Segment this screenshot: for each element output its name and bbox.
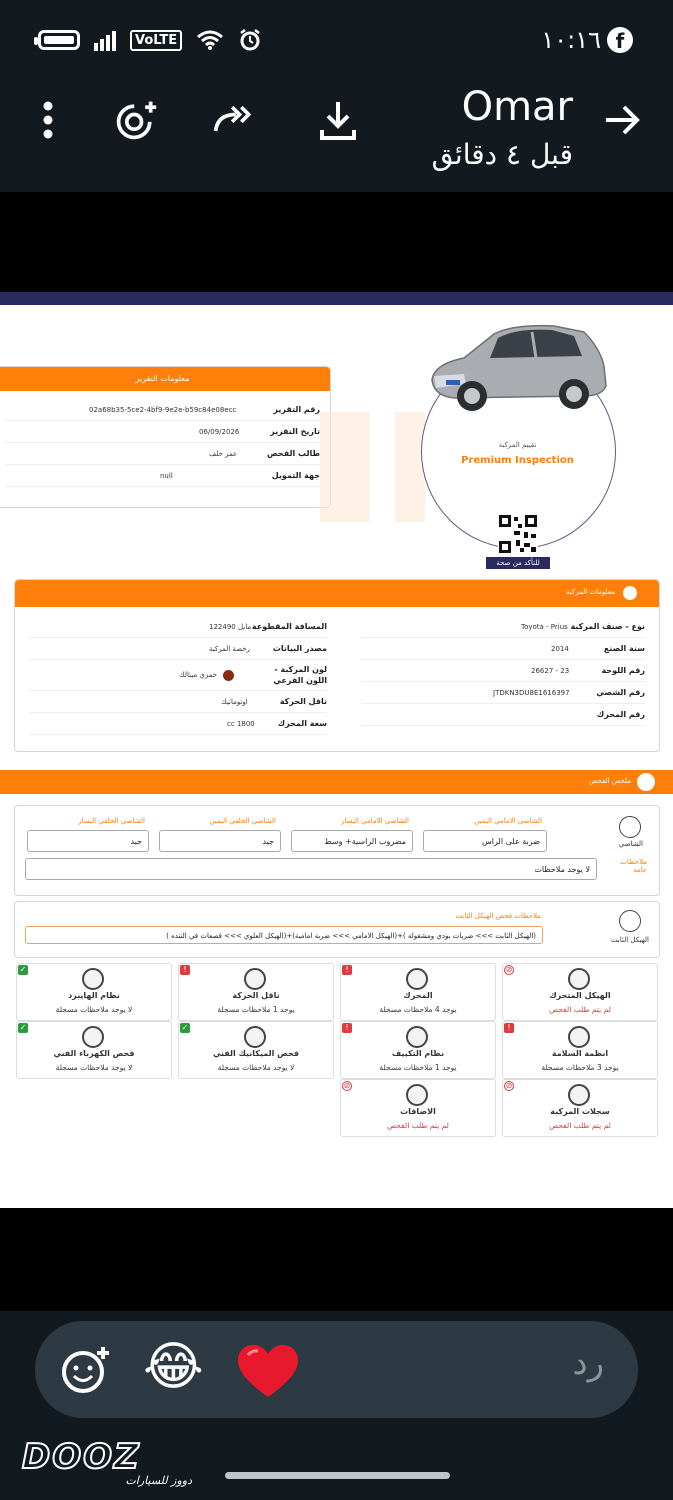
tile-transmission: ! ناقل الحركة يوجد 1 ملاحظات مسجلة: [178, 963, 334, 1021]
info-row: رخصة المركبة مصدر البيانات: [29, 638, 327, 660]
heart-emoji-reaction[interactable]: [236, 1343, 300, 1401]
sent-time: قبل ٤ دقائق: [431, 138, 573, 171]
status-icons: [38, 28, 262, 52]
info-row: Toyota - Prius نوع - صنف المركبة: [361, 616, 645, 638]
tile-vehicle-records: ⊘ سجلات المركبة لم يتم طلب الفحص: [502, 1079, 658, 1137]
report-info-title: معلومات التقرير: [0, 367, 330, 391]
tile-additions: ⊘ الاضافات لم يتم طلب الفحص: [340, 1079, 496, 1137]
rating-value: Premium Inspection: [461, 455, 574, 466]
tile-ac: ! نظام التكييف يوجد 1 ملاحظات مسجلة: [340, 1021, 496, 1079]
vehicle-info-right: [361, 616, 645, 726]
add-status-icon[interactable]: [114, 98, 158, 142]
wifi-icon: [196, 29, 224, 51]
info-row: 122490 مايل المسافة المقطوعة: [29, 616, 327, 638]
laugh-emoji-reaction[interactable]: 😂: [143, 1337, 204, 1397]
tile-icon: [82, 968, 104, 990]
color-swatch: [223, 670, 234, 681]
sender-name: Omar: [461, 84, 573, 130]
more-options-icon[interactable]: [26, 98, 70, 142]
letterbox-bottom: [0, 1208, 673, 1311]
report-row: 06/09/2026 تاريخ التقرير: [5, 421, 320, 443]
dooz-logo: [22, 1437, 192, 1490]
tile-icon: [244, 968, 266, 990]
chassis-col-label: الشاصي الخلفي اليمين: [209, 817, 276, 825]
vehicle-info-header: معلومات المركبة: [15, 580, 659, 607]
signal-icon: [94, 29, 116, 51]
alarm-icon: [238, 28, 262, 52]
chassis-col-label: الشاصي الامامي اليمين: [474, 817, 542, 825]
forward-icon[interactable]: [212, 98, 256, 142]
chassis-card: [14, 805, 660, 896]
verify-report-link[interactable]: للتأكد من صحة التقرير: [486, 557, 550, 569]
fixed-body-card: [14, 901, 660, 958]
fixed-body-notes-label: ملاحظات فحص الهيكل الثابت: [455, 912, 541, 920]
report-row: عمر خلف طالب الفحص: [5, 443, 320, 465]
car-body-icon: [619, 910, 641, 932]
chassis-front-right-field: ضربة على الراس: [423, 830, 547, 852]
chassis-col-label: الشاصي الخلفي اليسار: [78, 817, 145, 825]
chassis-icon: [619, 816, 641, 838]
rating-label: تقييم المركبة: [498, 441, 537, 449]
car-info-icon: [623, 586, 637, 600]
reply-bar[interactable]: [35, 1321, 638, 1418]
warning-icon: !: [504, 1023, 514, 1033]
tile-mechanical: ✓ فحص الميكانيك الفني لا يوجد ملاحظات مسجلة: [178, 1021, 334, 1079]
letterbox-top: [0, 192, 673, 292]
report-row: null جهة التمويل: [5, 465, 320, 487]
info-row: JTDKN3DU8E1616397 رقم الشصي: [361, 682, 645, 704]
info-row: cc 1800 سعة المحرك: [29, 713, 327, 735]
report-info-card: [0, 366, 331, 508]
info-row: اوتوماتيك ناقل الحركة: [29, 691, 327, 713]
tile-moving-body: ⊘ الهيكل المتحرك لم يتم طلب الفحص: [502, 963, 658, 1021]
chassis-rear-left-field: جيد: [27, 830, 149, 852]
fixed-body-label: الهيكل الثابت: [611, 936, 649, 944]
vehicle-info-left: [29, 616, 327, 735]
info-row: خمري ميتالك لون المركبة - اللون الفرعي: [29, 660, 327, 691]
inspection-report-image: [0, 292, 673, 1208]
chassis-front-left-field: مضروب الراسية+ وسط: [291, 830, 413, 852]
summary-header: ملخص الفحص: [0, 770, 673, 794]
tile-icon: [568, 1084, 590, 1106]
dooz-logo-text: DOOZ: [22, 1437, 141, 1477]
general-notes-field: لا يوجد ملاحظات: [25, 858, 597, 880]
tile-icon: [244, 1026, 266, 1048]
tile-icon: [568, 968, 590, 990]
header-band: [0, 292, 673, 305]
qr-code-icon: [498, 514, 538, 554]
fixed-body-notes-field: (الهيكل الثابت >>> ضربات بودي ومشغولة )+(الهيكل الامامي >>> ضربة امامية)+(الهيكل العلوي >>> قصعات في التنده ): [25, 926, 543, 944]
home-indicator[interactable]: [225, 1472, 450, 1479]
report-row: 02a68b35-5ce2-4bf9-9e2e-b59c84e08ecc رقم التقرير: [5, 399, 320, 421]
facebook-icon: f: [607, 27, 633, 53]
decorative-shape: [320, 412, 370, 522]
check-icon: ✓: [19, 965, 27, 974]
tile-icon: [406, 1084, 428, 1106]
download-icon[interactable]: [316, 98, 360, 142]
volte-icon: VoLTE: [130, 30, 182, 51]
decorative-shape: [395, 412, 425, 522]
car-image: [424, 318, 610, 414]
battery-icon: [38, 30, 80, 50]
status-time-group: [541, 26, 633, 54]
vehicle-info-card: [14, 579, 660, 752]
info-row: 2014 سنة الصنع: [361, 638, 645, 660]
add-reaction-icon[interactable]: [61, 1345, 111, 1395]
tile-icon: [568, 1026, 590, 1048]
status-bar: [0, 0, 673, 80]
tile-safety: ! انظمة السلامة يوجد 3 ملاحظات مسجلة: [502, 1021, 658, 1079]
warning-icon: !: [342, 965, 352, 975]
story-header: [0, 80, 673, 192]
tile-engine: ! المحرك يوجد 4 ملاحظات مسجلة: [340, 963, 496, 1021]
tile-electrical: ✓ فحص الكهرباء الفني لا يوجد ملاحظات مسجلة: [16, 1021, 172, 1079]
check-icon: ✓: [181, 1023, 189, 1032]
clipboard-icon: [637, 773, 655, 791]
back-arrow-icon[interactable]: [600, 98, 644, 142]
reply-input[interactable]: رد: [572, 1343, 604, 1383]
not-requested-icon: ⊘: [343, 1081, 351, 1090]
clock: ١٠:١٦: [541, 26, 601, 54]
tile-hybrid: ✓ نظام الهايبرد لا يوجد ملاحظات مسجلة: [16, 963, 172, 1021]
check-icon: ✓: [19, 1023, 27, 1032]
tile-icon: [406, 968, 428, 990]
not-requested-icon: ⊘: [505, 965, 513, 974]
tile-icon: [406, 1026, 428, 1048]
dooz-logo-caption: دووز للسيارات: [125, 1474, 192, 1487]
not-requested-icon: ⊘: [505, 1081, 513, 1090]
tile-icon: [82, 1026, 104, 1048]
chassis-label: الشاصي: [618, 840, 643, 848]
chassis-col-label: الشاصي الامامي اليسار: [340, 817, 409, 825]
info-row: 26627 - 23 رقم اللوحة: [361, 660, 645, 682]
chassis-rear-right-field: جيد: [159, 830, 281, 852]
info-row: رقم المحرك: [361, 704, 645, 726]
warning-icon: !: [342, 1023, 352, 1033]
general-notes-label: ملاحظات عامة: [620, 858, 647, 874]
report-rows: [5, 399, 320, 487]
warning-icon: !: [180, 965, 190, 975]
